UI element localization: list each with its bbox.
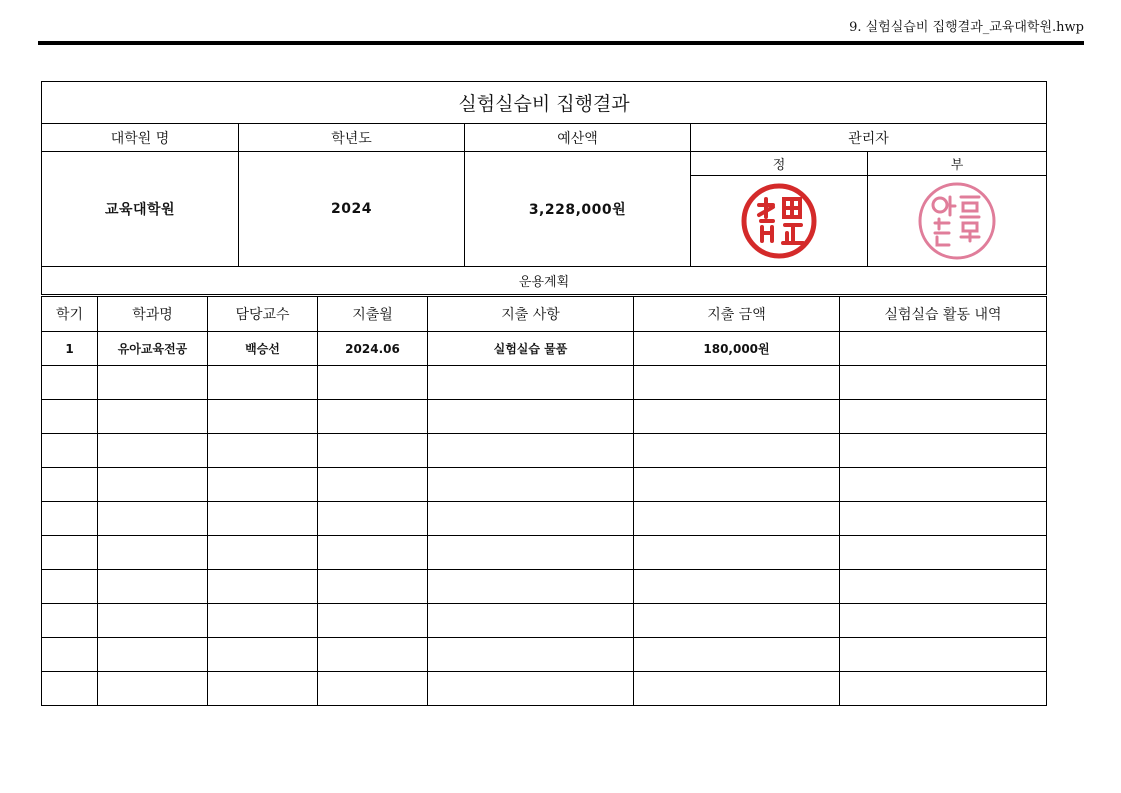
column-header: 지출 사항 [428,297,634,332]
table-cell [98,366,208,400]
table-cell [208,468,318,502]
table-cell [634,366,840,400]
table-cell [98,570,208,604]
table-cell [42,366,98,400]
table-cell [840,502,1047,536]
secondary-seal-cell [868,176,1047,267]
table-cell [318,604,428,638]
table-cell [208,570,318,604]
table-row [42,672,1047,706]
table-cell [634,672,840,706]
table-cell [634,502,840,536]
document-title: 실험실습비 집행결과 [42,82,1047,124]
graduate-school-value: 교육대학원 [42,152,239,267]
table-cell [634,468,840,502]
table-cell [318,400,428,434]
budget-label: 예산액 [465,124,691,152]
table-row [42,468,1047,502]
summary-table [41,81,1047,295]
table-cell: 1 [42,332,98,366]
secondary-seal-stamp [915,179,999,263]
table-cell [98,502,208,536]
table-row [42,570,1047,604]
table-cell [318,366,428,400]
table-cell [42,468,98,502]
column-header: 지출 금액 [634,297,840,332]
table-cell [318,434,428,468]
table-cell [42,672,98,706]
table-cell [840,366,1047,400]
table-cell [98,672,208,706]
table-row [42,604,1047,638]
table-cell [428,638,634,672]
table-cell [318,672,428,706]
column-header: 학과명 [98,297,208,332]
budget-value: 3,228,000원 [465,152,691,267]
table-cell [428,434,634,468]
table-cell [42,570,98,604]
table-row [42,536,1047,570]
table-cell [634,604,840,638]
table-cell [318,536,428,570]
table-row [42,366,1047,400]
column-header: 담당교수 [208,297,318,332]
table-cell [98,536,208,570]
document-filename: 9. 실험실습비 집행결과_교육대학원.hwp [849,20,1084,35]
table-cell: 실험실습 물품 [428,332,634,366]
table-cell [208,434,318,468]
table-cell [634,400,840,434]
table-cell [98,604,208,638]
table-cell [98,434,208,468]
secondary-manager-label: 부 [868,152,1047,176]
table-row [42,638,1047,672]
table-row [42,434,1047,468]
table-cell [634,570,840,604]
operation-plan-label: 운용계획 [42,267,1047,295]
table-cell [428,536,634,570]
table-cell [428,672,634,706]
table-cell [42,400,98,434]
year-value: 2024 [239,152,465,267]
table-cell [428,468,634,502]
table-cell [840,536,1047,570]
table-cell [98,638,208,672]
table-cell [98,468,208,502]
table-cell [208,400,318,434]
primary-seal-cell [691,176,868,267]
table-cell [42,502,98,536]
table-cell [318,638,428,672]
table-cell [840,434,1047,468]
plan-table [41,296,1047,706]
table-cell [42,604,98,638]
table-cell [42,638,98,672]
table-cell [428,570,634,604]
table-cell [428,366,634,400]
table-cell: 유아교육전공 [98,332,208,366]
table-cell: 2024.06 [318,332,428,366]
table-cell [98,400,208,434]
table-cell [840,332,1047,366]
table-cell [428,400,634,434]
graduate-school-label: 대학원 명 [42,124,239,152]
column-header: 지출월 [318,297,428,332]
table-cell [840,400,1047,434]
primary-manager-label: 정 [691,152,868,176]
table-cell [428,502,634,536]
table-cell [634,434,840,468]
table-cell [634,638,840,672]
table-cell [318,570,428,604]
table-cell [840,638,1047,672]
column-header: 실험실습 활동 내역 [840,297,1047,332]
table-cell [634,536,840,570]
table-cell [42,536,98,570]
table-cell [428,604,634,638]
table-cell [208,604,318,638]
header-rule [38,41,1084,45]
table-cell [318,468,428,502]
plan-table-header [42,297,1047,332]
table-cell [208,502,318,536]
table-row [42,332,1047,366]
manager-label: 관리자 [691,124,1047,152]
table-cell: 180,000원 [634,332,840,366]
table-cell [840,604,1047,638]
table-cell [208,366,318,400]
table-cell [208,536,318,570]
table-cell [840,570,1047,604]
table-cell [318,502,428,536]
table-cell [840,468,1047,502]
primary-seal-stamp [739,181,819,261]
table-cell [42,434,98,468]
table-cell [208,638,318,672]
table-row [42,400,1047,434]
table-row [42,502,1047,536]
table-cell: 백승선 [208,332,318,366]
table-cell [208,672,318,706]
table-cell [840,672,1047,706]
year-label: 학년도 [239,124,465,152]
column-header: 학기 [42,297,98,332]
